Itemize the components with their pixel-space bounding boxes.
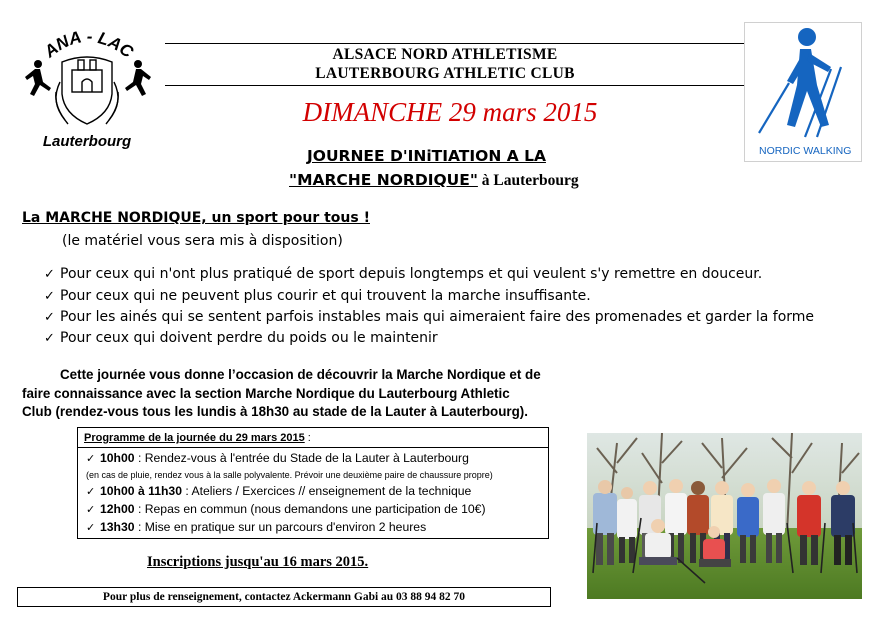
check-icon: ✓ [44, 310, 55, 325]
registration-deadline: Inscriptions jusqu'au 16 mars 2015. [147, 554, 369, 570]
check-icon: ✓ [86, 503, 96, 516]
bullet-item [44, 266, 762, 282]
check-icon: ✓ [86, 452, 96, 465]
header-bottom-rule [165, 85, 745, 86]
group-photo [587, 433, 862, 599]
event-title-line2 [289, 171, 579, 190]
program-title-suffix: : [304, 432, 311, 444]
bullet-item [44, 330, 438, 346]
program-time: 12h00 [100, 502, 135, 516]
check-icon: ✓ [44, 289, 55, 304]
event-title-suffix: à Lauterbourg [477, 172, 579, 189]
nordic-walking-logo [744, 22, 862, 162]
paragraph-line: Cette journée vous donne l’occasion de découvrir la Marche Nordique et de [60, 367, 541, 382]
program-time: 10h00 [100, 451, 135, 465]
logo-bottom-text: Lauterbourg [42, 133, 132, 150]
intro-title: La MARCHE NORDIQUE, un sport pour tous ! [22, 210, 370, 226]
program-item [86, 484, 471, 498]
program-item [86, 451, 469, 465]
program-text: : Repas en commun (nous demandons une participation de 10€) [134, 502, 486, 516]
event-title-main: "MARCHE NORDIQUE" [289, 171, 478, 189]
program-item [86, 502, 486, 516]
program-time: 13h30 [100, 520, 135, 534]
club-logo [20, 22, 155, 152]
paragraph-line: faire connaissance avec la section Marche Nordique du Lauterbourg Athletic [22, 385, 510, 401]
program-title-text: Programme de la journée du 29 mars 2015 [84, 432, 305, 444]
club-name-line1: ALSACE NORD ATHLETISME [332, 46, 558, 63]
check-icon: ✓ [44, 331, 55, 346]
event-date: DIMANCHE 29 mars 2015 [302, 97, 598, 127]
logo-arc-text: ANA - LAC [40, 26, 137, 62]
check-icon: ✓ [86, 485, 96, 498]
nordic-walker-icon [745, 23, 861, 143]
program-time: 10h00 à 11h30 [100, 484, 182, 498]
group-photo-image [587, 433, 862, 599]
bullet-text: Pour ceux qui ne peuvent plus courir et qui trouvent la marche insuffisante. [60, 288, 591, 304]
event-title-line1: JOURNEE D'INiTIATION A LA [307, 147, 546, 165]
program-item [86, 520, 426, 534]
program-box [77, 427, 549, 539]
check-icon: ✓ [86, 521, 96, 534]
header-top-rule [165, 43, 745, 44]
program-text: : Mise en pratique sur un parcours d'environ 2 heures [134, 520, 427, 534]
program-note: (en cas de pluie, rendez vous à la salle polyvalente. Prévoir une deuxième paire de chaussure propre) [86, 470, 493, 480]
bullet-text: Pour ceux qui doivent perdre du poids ou le maintenir [60, 330, 438, 346]
program-text: : Rendez-vous à l'entrée du Stade de la Lauter à Lauterbourg [134, 451, 469, 465]
nordic-walking-label: NORDIC WALKING [759, 145, 852, 157]
intro-subtitle: (le matériel vous sera mis à disposition) [62, 233, 343, 249]
contact-box: Pour plus de renseignement, contactez Ackermann Gabi au 03 88 94 82 70 [17, 587, 551, 607]
bullet-item [44, 288, 591, 304]
bullet-item [44, 309, 814, 325]
program-title [84, 432, 311, 444]
bullet-text: Pour ceux qui n'ont plus pratiqué de sport depuis longtemps et qui veulent s'y remettre en douceur. [60, 266, 763, 282]
check-icon: ✓ [44, 267, 55, 282]
paragraph-line: Club (rendez-vous tous les lundis à 18h30 au stade de la Lauter à Lauterbourg). [22, 404, 528, 419]
program-list [78, 447, 548, 539]
bullet-text: Pour les ainés qui se sentent parfois instables mais qui aimeraient faire des promenades et garder la forme [60, 309, 815, 325]
club-name-line2: LAUTERBOURG ATHLETIC CLUB [315, 65, 575, 82]
program-text: : Ateliers / Exercices // enseignement de la technique [182, 484, 472, 498]
club-logo-graphic [20, 22, 155, 152]
description-paragraph [22, 366, 622, 422]
